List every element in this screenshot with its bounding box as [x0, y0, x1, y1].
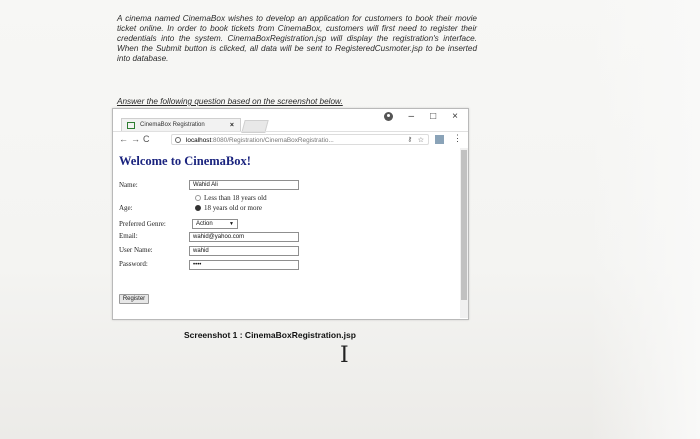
browser-menu-icon[interactable]: ⋮ — [453, 133, 462, 143]
genre-select[interactable] — [192, 219, 238, 229]
radio-under-18[interactable] — [195, 195, 201, 201]
forward-arrow-icon[interactable]: → — [131, 134, 143, 144]
reload-icon[interactable]: C — [143, 134, 153, 144]
scrollbar-thumb[interactable] — [461, 150, 467, 300]
chevron-down-icon: ▼ — [229, 221, 234, 227]
password-label: Password: — [119, 260, 148, 268]
name-field[interactable]: Wahid Ali — [189, 180, 299, 190]
email-field[interactable]: wahid@yahoo.com — [189, 232, 299, 242]
browser-window — [112, 108, 469, 320]
email-label: Email: — [119, 232, 138, 240]
age-option-18-plus-label: 18 years old or more — [204, 204, 262, 212]
text-cursor-icon: I — [340, 343, 349, 368]
maximize-icon[interactable]: □ — [430, 111, 437, 122]
register-button[interactable]: Register — [119, 294, 149, 304]
address-bar[interactable] — [171, 134, 429, 145]
screenshot-caption: Screenshot 1 : CinemaBoxRegistration.jsp — [184, 330, 356, 340]
radio-18-plus[interactable] — [195, 205, 201, 211]
question-prompt: Answer the following question based on the screenshot below. — [117, 97, 343, 106]
page-content — [113, 148, 460, 318]
password-field[interactable]: •••• — [189, 260, 299, 270]
url-host: localhost — [186, 137, 212, 144]
page-favicon-icon — [127, 122, 135, 129]
browser-titlebar — [113, 109, 468, 131]
age-label: Age: — [119, 204, 133, 212]
info-icon[interactable] — [175, 137, 181, 143]
age-option-18-plus[interactable] — [195, 204, 262, 212]
key-icon[interactable]: ⚷ — [407, 137, 412, 143]
age-option-under-18[interactable] — [195, 194, 267, 202]
bookmark-star-icon[interactable]: ☆ — [417, 137, 424, 144]
close-window-icon[interactable]: × — [452, 111, 458, 122]
page-title: Welcome to CinemaBox! — [119, 154, 251, 168]
browser-toolbar — [113, 131, 468, 149]
nav-buttons — [119, 134, 153, 144]
genre-label: Preferred Genre: — [119, 220, 166, 228]
back-arrow-icon[interactable]: ← — [119, 134, 131, 144]
profile-icon[interactable] — [384, 112, 393, 121]
tab-title: CinemaBox Registration — [140, 122, 205, 128]
extension-icon[interactable] — [435, 135, 444, 144]
name-label: Name: — [119, 181, 138, 189]
genre-select-value: Action — [196, 221, 213, 227]
age-option-under-18-label: Less than 18 years old — [204, 194, 267, 202]
browser-tab[interactable] — [121, 118, 241, 131]
scrollbar[interactable] — [460, 148, 468, 318]
question-paragraph: A cinema named CinemaBox wishes to develop an application for customers to book their movie ticket online. In order to book tickets from CinemaBox, customers will first need to register their credentials into the system. CinemaBoxRegistration.jsp will display the registration's interface. When the Submit button is clicked, all data will be sent to RegisteredCusmoter.jsp to be inserted into database. — [117, 14, 477, 63]
username-label: User Name: — [119, 246, 153, 254]
page-shadow — [590, 0, 700, 439]
close-tab-icon[interactable]: × — [229, 122, 234, 129]
minimize-icon[interactable]: – — [408, 111, 415, 122]
window-controls — [384, 111, 458, 122]
username-field[interactable]: wahid — [189, 246, 299, 256]
url-path: :8080/Registration/CinemaBoxRegistratio... — [211, 137, 334, 144]
